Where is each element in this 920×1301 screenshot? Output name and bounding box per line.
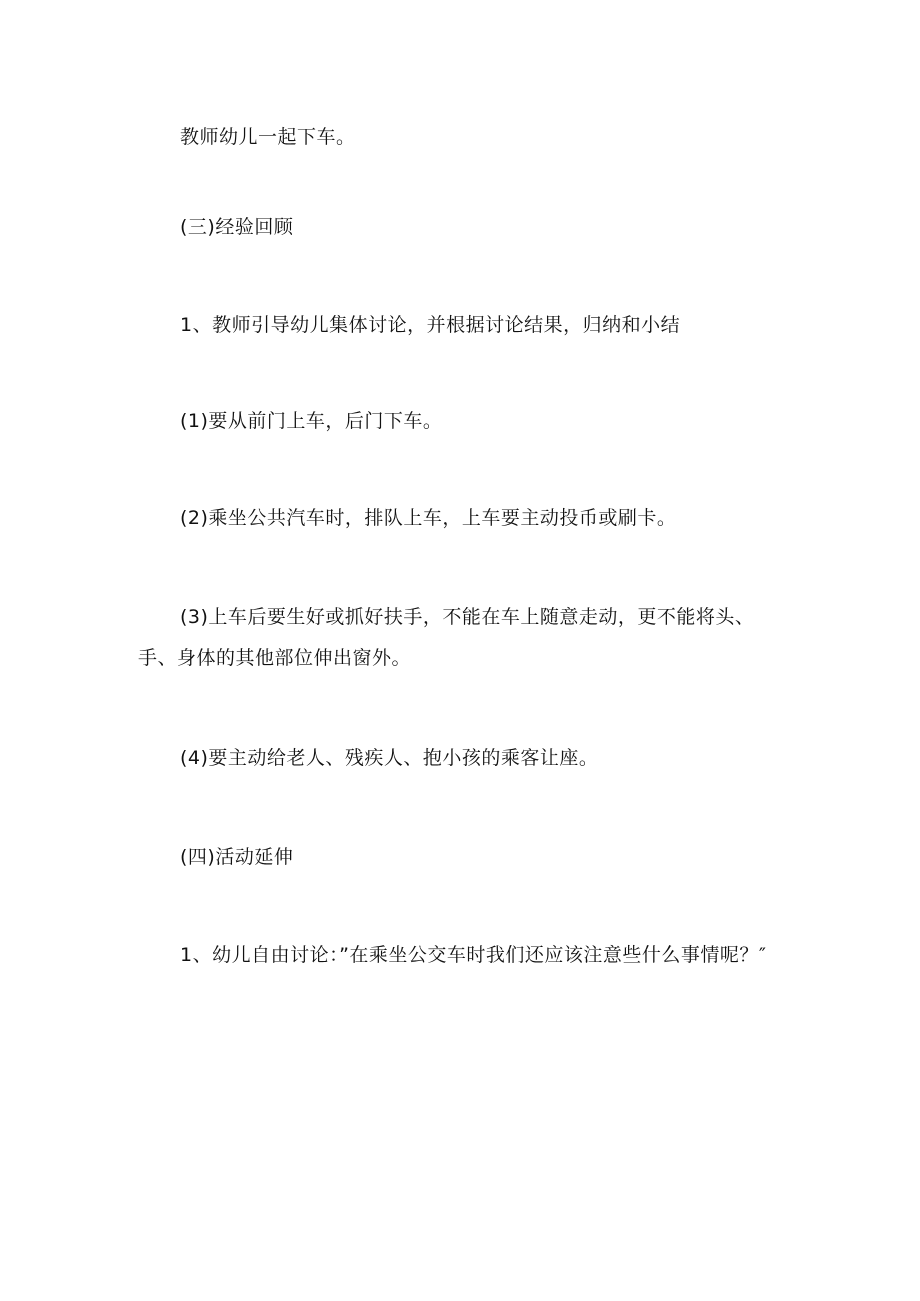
paragraph-rule-2: (2)乘坐公共汽车时，排队上车，上车要主动投币或刷卡。	[180, 507, 677, 529]
section-heading-activity-extension: (四)活动延伸	[180, 846, 294, 868]
paragraph-get-off: 教师幼儿一起下车。	[180, 126, 356, 148]
paragraph-rule-3: (3)上车后要生好或抓好扶手，不能在车上随意走动，更不能将头、手、身体的其他部位伸出窗外。	[138, 606, 755, 669]
paragraph-rule-1: (1)要从前门上车，后门下车。	[180, 410, 443, 432]
paragraph-rule-4: (4)要主动给老人、残疾人、抱小孩的乘客让座。	[180, 747, 599, 769]
section-heading-experience-review: (三)经验回顾	[180, 216, 294, 238]
paragraph-free-discussion: 1、幼儿自由讨论：”在乘坐公交车时我们还应该注意些什么事情呢？″	[180, 944, 767, 966]
paragraph-item-discussion: 1、教师引导幼儿集体讨论，并根据讨论结果，归纳和小结	[180, 314, 681, 336]
